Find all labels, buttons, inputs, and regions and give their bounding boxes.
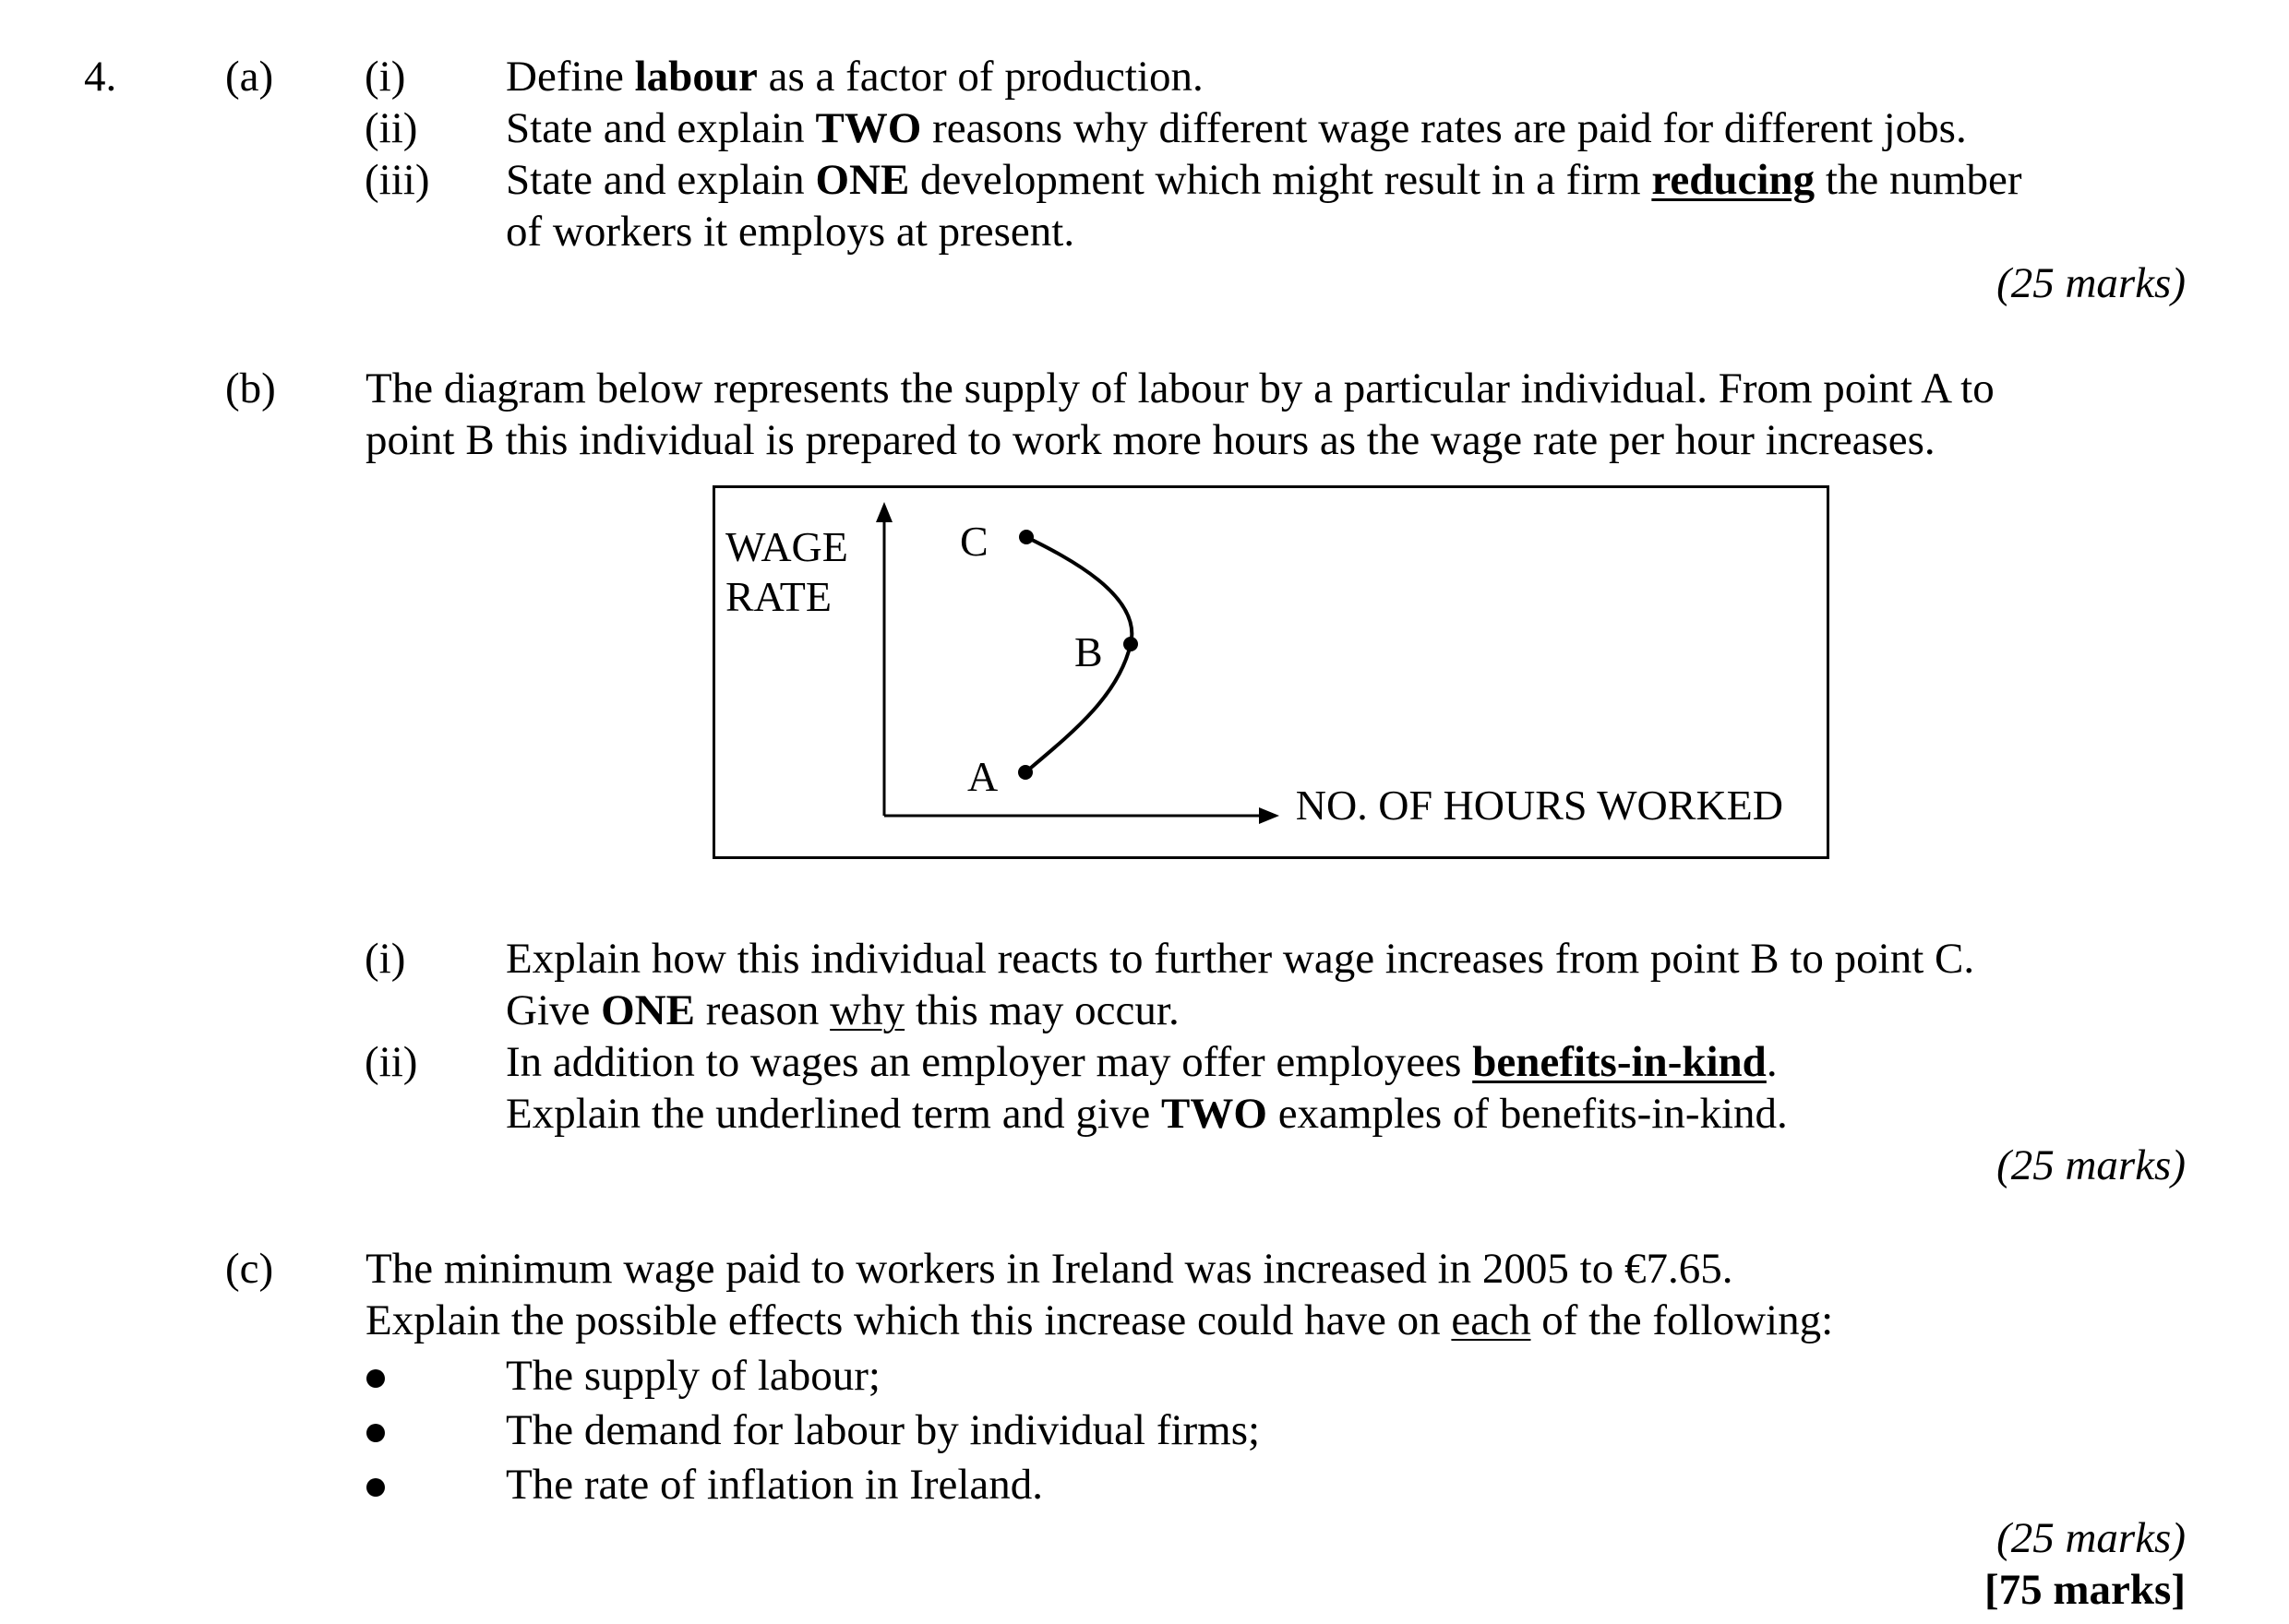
labour-supply-diagram xyxy=(713,485,1829,859)
part-b-ii-number: (ii) xyxy=(365,1038,418,1086)
question-number: 4. xyxy=(84,53,117,101)
part-b-marks: (25 marks) xyxy=(1996,1141,2186,1189)
part-b-i-number: (i) xyxy=(365,935,406,983)
part-c-line1: The minimum wage paid to workers in Ireland was increased in 2005 to €7.65. xyxy=(366,1245,1733,1293)
y-axis-arrowhead xyxy=(876,502,893,522)
bullet-dot xyxy=(366,1424,385,1442)
point-a-label: A xyxy=(967,753,999,800)
bullet-item-inflation: The rate of inflation in Ireland. xyxy=(506,1461,1044,1509)
point-c-dot xyxy=(1019,530,1034,544)
part-a-i-text: Define labour as a factor of production. xyxy=(506,53,1204,101)
part-b-i-text: Explain how this individual reacts to further wage increases from point B to point C. xyxy=(506,935,1975,983)
part-a-label: (a) xyxy=(225,53,274,101)
part-c-line2: Explain the possible effects which this increase could have on each of the following: xyxy=(366,1296,1834,1344)
point-b-label: B xyxy=(1074,628,1103,675)
part-b-ii-text-line2: Explain the underlined term and give TWO examples of benefits-in-kind. xyxy=(506,1090,1788,1138)
point-a-dot xyxy=(1018,765,1033,780)
x-axis-label: NO. OF HOURS WORKED xyxy=(1295,782,1783,829)
x-axis-arrowhead xyxy=(1259,807,1279,824)
part-a-ii-text: State and explain TWO reasons why different wage rates are paid for different jobs. xyxy=(506,104,1967,152)
part-a-marks: (25 marks) xyxy=(1996,259,2186,307)
y-axis-label-line1: WAGE xyxy=(725,523,848,570)
bullet-dot xyxy=(366,1478,385,1497)
part-b-ii-text: In addition to wages an employer may offer employees benefits-in-kind. xyxy=(506,1038,1778,1086)
part-b-intro-line2: point B this individual is prepared to work more hours as the wage rate per hour increases. xyxy=(366,416,1935,464)
part-a-iii-text-line2: of workers it employs at present. xyxy=(506,208,1075,256)
bullet-dot xyxy=(366,1369,385,1388)
point-b-dot xyxy=(1123,637,1138,651)
part-b-label: (b) xyxy=(225,364,276,412)
bullet-item-supply: The supply of labour; xyxy=(506,1352,881,1400)
y-axis-label-line2: RATE xyxy=(725,573,832,620)
point-c-label: C xyxy=(960,518,989,565)
part-a-ii-number: (ii) xyxy=(365,104,418,152)
part-c-label: (c) xyxy=(225,1245,274,1293)
part-b-i-text-line2: Give ONE reason why this may occur. xyxy=(506,986,1180,1034)
part-b-intro-line1: The diagram below represents the supply of labour by a particular individual. From point A to xyxy=(366,364,1995,412)
part-a-iii-text: State and explain ONE development which might result in a firm reducing the number xyxy=(506,156,2022,204)
part-a-iii-number: (iii) xyxy=(365,156,430,204)
bullet-item-demand: The demand for labour by individual firms; xyxy=(506,1406,1261,1454)
total-marks: [75 marks] xyxy=(1984,1566,2186,1614)
part-c-marks: (25 marks) xyxy=(1996,1514,2186,1562)
part-a-i-number: (i) xyxy=(365,53,406,101)
